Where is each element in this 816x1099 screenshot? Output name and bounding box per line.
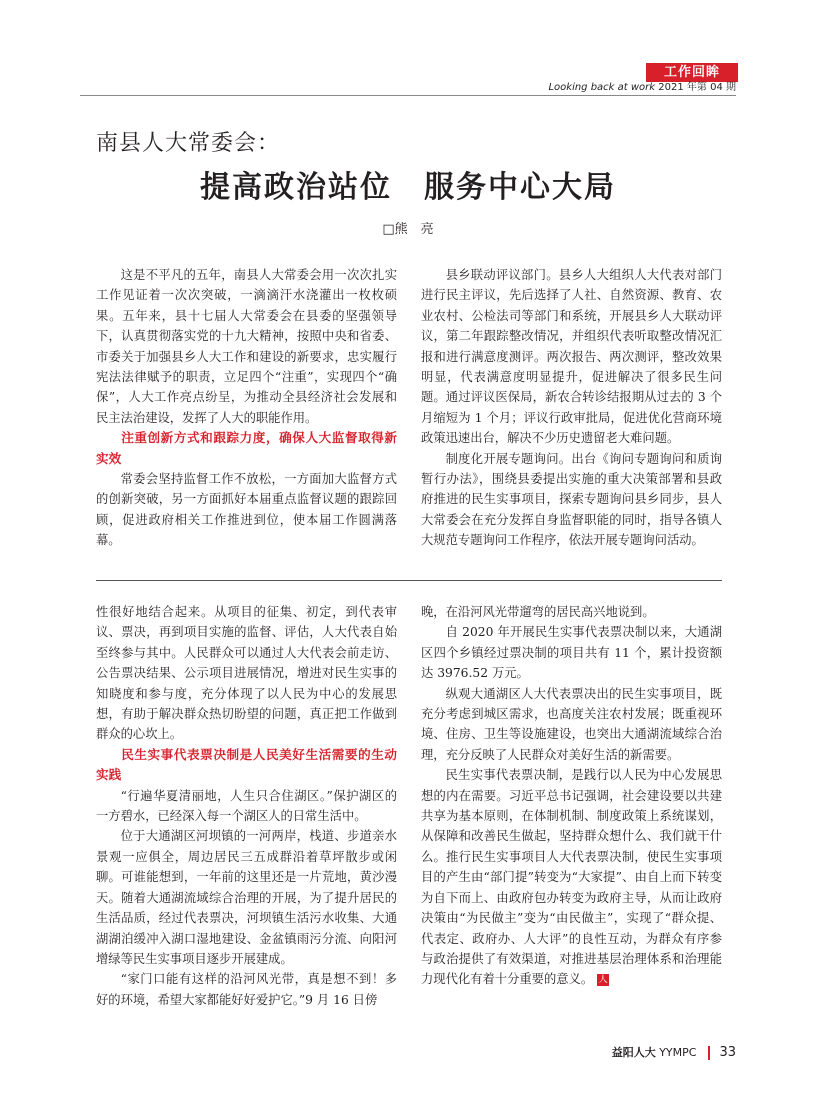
paragraph-text: 民生实事代表票决制，是践行以人民为中心发展思想的内在需要。习近平总书记强调，社会建设要以共建共享为基本原则，在体制机制、制度政策上系统谋划，从保障和改善民生做起，坚持群众想什么、我们就干什么。推行民生实事项目人大代表票决制，使民生实事项目的产生由“部门提”转变为“大家提”、由自上而下转变为自下而上、由政府包办转变为政府主导，从而让政府决策由“为民做主”变为“由民做主”，实现了“群众提、代表定、政府办、人大评”的良性互动，为群众有序参与政治提供了有效渠道，对推进基层治理体系和治理能力现代化有着十分重要的意义。: [421, 768, 722, 987]
paragraph-continued: 晚，在沿河风光带遛弯的居民高兴地说到。: [421, 605, 655, 619]
lower-right-column: [421, 602, 722, 990]
paragraph: 县乡联动评议部门。县乡人大组织人大代表对部门进行民主评议，先后选择了人社、自然资源、教育、农业农村、公检法司等部门和系统，开展县乡人大联动评议，第二年跟踪整改情况，并组织代表听取整改情况汇报和进行满意度测评。两次报告、两次测评，整改效果明显，代表满意度明显提升，促进解决了很多民生问题。通过评议医保局，新农合转诊结报期从过去的 3 个月缩短为 1 个月；评议行政审批局，促进优化营商环境政策迅速出台，解决不少历史遗留老大难问题。: [421, 268, 722, 446]
paragraph: 这是不平凡的五年，南县人大常委会用一次次扎实工作见证着一次次突破，一滴滴汗水浇灌出一枚枚硕果。五年来，县十七届人大常委会在县委的坚强领导下，认真贯彻落实党的十九大精神，按照中央和省委、市委关于加强县乡人大工作和建设的新要求，忠实履行宪法法律赋予的职责，立足四个“注重”，实现四个“确保”，人大工作亮点纷呈，为推动全县经济社会发展和民主法治建设，发挥了人大的职能作用。: [96, 268, 397, 425]
header-issue: 2021 年第 04 期: [658, 82, 736, 93]
footer-separator: [708, 1046, 710, 1060]
section-heading: 注重创新方式和跟踪力度，确保人大监督取得新实效: [96, 430, 397, 466]
upper-left-column: [96, 265, 397, 551]
paragraph: 位于大通湖区河坝镇的一河两岸，栈道、步道亲水景观一应俱全，周边居民三五成群沿着草坪散步或闲聊。可谁能想到，一年前的这里还是一片荒地，黄沙漫天。随着大通湖流域综合治理的开展，为了提升居民的生活品质，经过代表票决，河坝镇生活污水收集、大通湖湖泊缓冲入湖口湿地建设、金盆镇雨污分流、向阳河增绿等民生实事项目逐步开展建成。: [96, 829, 397, 966]
magazine-name-en: YYMPC: [659, 1046, 697, 1059]
article-end-mark-icon: 人: [598, 974, 608, 985]
paragraph: 制度化开展专题询问。出台《询问专题询问和质询暂行办法》，围绕县委提出实施的重大决策部署和县政府推进的民生实事项目，探索专题询问县乡同步，县人大常委会在充分发挥自身监督职能的同时，指导各镇人大规范专题询问工作程序，依法开展专题询问活动。: [421, 451, 722, 548]
paragraph-continued: 性很好地结合起来。从项目的征集、初定，到代表审议、票决，再到项目实施的监督、评估，人大代表自始至终参与其中。人民群众可以通过人大代表会前走访、公告票决结果、公示项目进展情况，增进对民生实事的知晓度和参与度，充分体现了以人民为中心的发展思想，有助于解决群众热切盼望的问题，真正把工作做到群众的心坎上。: [96, 605, 397, 742]
header-subtitle-en: Looking back at work: [548, 82, 656, 93]
paragraph: 常委会坚持监督工作不放松，一方面加大监督方式的创新突破，另一方面抓好本届重点监督议题的跟踪回顾，促进政府相关工作推进到位，使本届工作圆满落幕。: [96, 472, 397, 548]
page-number: 33: [719, 1045, 736, 1060]
article-kicker-title: 南县人大常委会：: [96, 131, 281, 156]
paragraph: [421, 765, 722, 989]
paragraph: 纵观大通湖区人大代表票决出的民生实事项目，既充分考虑到城区需求，也高度关注农村发展；既重视环境、住房、卫生等设施建设，也突出大通湖流域综合治理，充分反映了人民群众对美好生活的新需要。: [421, 686, 722, 762]
paragraph: 自 2020 年开展民生实事代表票决制以来，大通湖区四个乡镇经过票决制的项目共有 11 个，累计投资额达 3976.52 万元。: [421, 625, 722, 681]
page-split-divider: [96, 580, 722, 581]
upper-right-column: [421, 265, 722, 551]
paragraph: “家门口能有这样的沿河风光带，真是想不到！多好的环境，希望大家都能好好爱护它。”9 月 16 日傍: [96, 972, 397, 1007]
header-divider: [80, 95, 736, 96]
article-main-title: 提高政治站位 服务中心大局: [200, 170, 616, 205]
issue-line: [548, 82, 736, 94]
section-tag: 工作回眸: [646, 63, 738, 82]
article-author: □熊 亮: [382, 222, 434, 237]
lower-left-column: [96, 602, 397, 1010]
section-heading: 民生实事代表票决制是人民美好生活需要的生动实践: [96, 746, 397, 783]
magazine-name: 益阳人大: [611, 1046, 656, 1059]
page-footer: [612, 1045, 736, 1061]
paragraph: “行遍华夏清丽地，人生只合住湖区。”保护湖区的一方碧水，已经深入每一个湖区人的日常生活中。: [96, 788, 397, 824]
